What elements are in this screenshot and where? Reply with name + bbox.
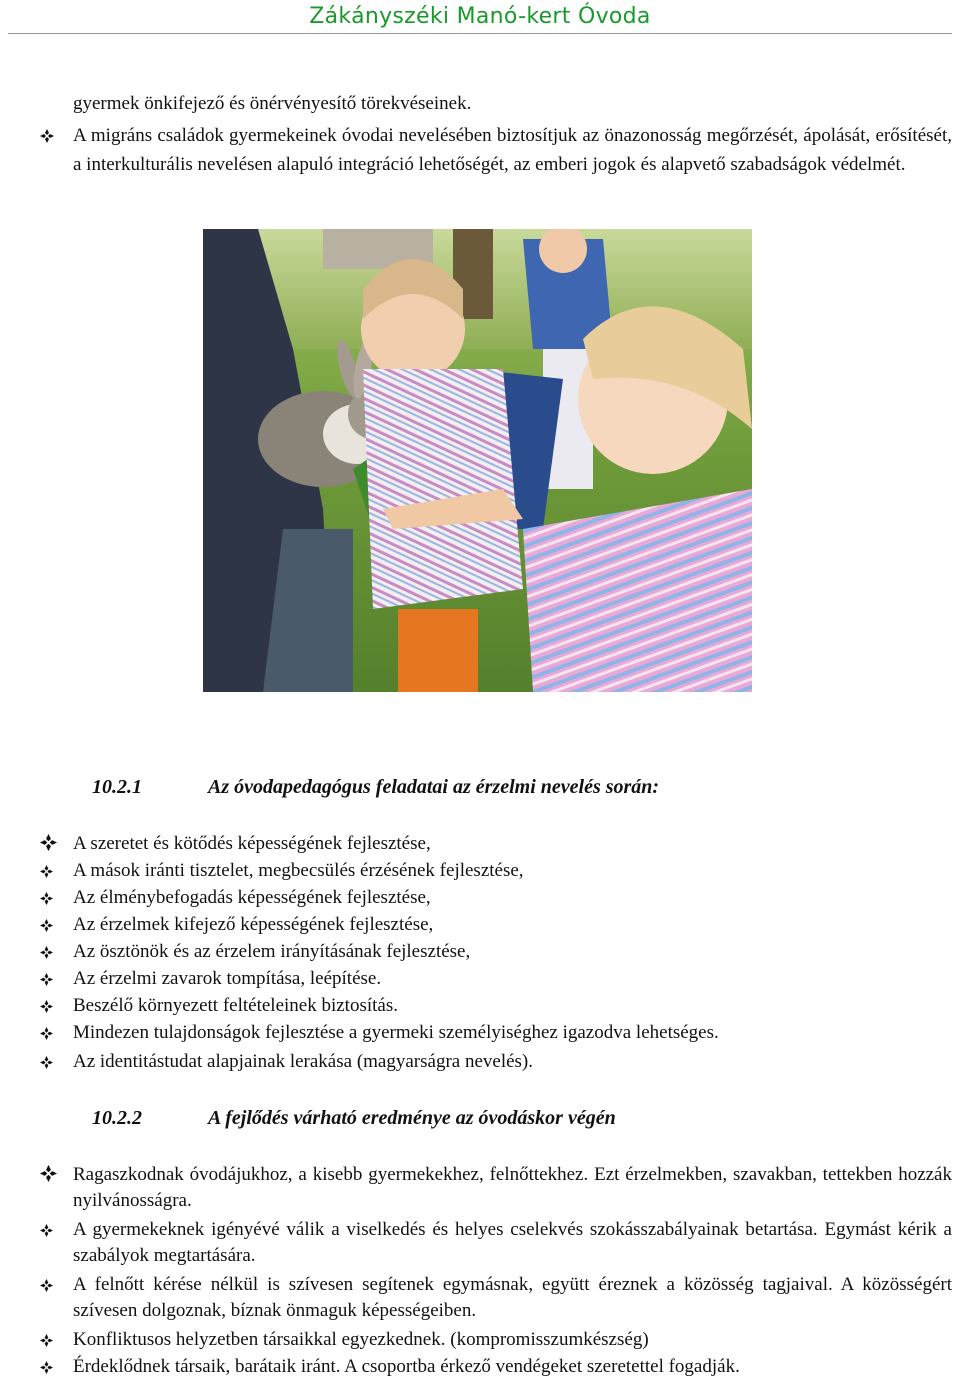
diamond-bullet-icon bbox=[40, 1162, 66, 1188]
list-item bbox=[40, 1020, 952, 1046]
section-heading-10-2-1 bbox=[92, 776, 659, 799]
list-item bbox=[40, 993, 952, 1019]
intro-continuation-text: gyermek önkifejező és önérvényesítő törekvéseinek. bbox=[73, 93, 472, 114]
list-item bbox=[40, 1327, 952, 1353]
list-item bbox=[40, 1162, 952, 1214]
list-item bbox=[40, 885, 952, 911]
diamond-bullet-icon bbox=[40, 858, 66, 884]
intro-bullet bbox=[40, 121, 952, 179]
section-title: Az óvodapedagógus feladatai az érzelmi nevelés során: bbox=[208, 776, 660, 798]
list-item-text: A mások iránti tisztelet, megbecsülés érzésének fejlesztése, bbox=[73, 860, 524, 881]
diamond-bullet-icon bbox=[40, 885, 66, 911]
diamond-bullet-icon bbox=[40, 1272, 66, 1298]
list-item-text: Beszélő környezett feltételeinek biztosítás. bbox=[73, 995, 398, 1016]
diamond-bullet-icon bbox=[40, 831, 66, 857]
list-item bbox=[40, 1049, 952, 1075]
photo-children-feeding-rabbit bbox=[203, 229, 752, 692]
intro-bullet-text: A migráns családok gyermekeinek óvodai nevelésében biztosítjuk az önazonosság megőrzését, ápolását, erősítését, a interkulturális nevelésen alapuló integráció lehetőségét, az emberi jogok és alapvető szabadságok védelmét. bbox=[73, 125, 952, 175]
list-item-text: Mindezen tulajdonságok fejlesztése a gyermeki személyiséghez igazodva lehetséges. bbox=[73, 1022, 719, 1043]
list-item bbox=[40, 831, 952, 857]
list-item bbox=[40, 912, 952, 938]
list-item-text: Konfliktusos helyzetben társaikkal egyezkednek. (kompromisszumkészség) bbox=[73, 1329, 649, 1350]
list-item-text: Az ösztönök és az érzelem irányításának fejlesztése, bbox=[73, 941, 471, 962]
diamond-bullet-icon bbox=[40, 912, 66, 938]
list-item-text: Érdeklődnek társaik, barátaik iránt. A csoportba érkező vendégeket szeretettel fogadják. bbox=[73, 1356, 740, 1377]
list-item bbox=[40, 1217, 952, 1269]
diamond-bullet-icon bbox=[40, 1354, 66, 1380]
diamond-bullet-icon bbox=[40, 121, 66, 150]
diamond-bullet-icon bbox=[40, 939, 66, 965]
section-heading-10-2-2 bbox=[92, 1107, 616, 1130]
list-item-text: Az érzelmek kifejező képességének fejlesztése, bbox=[73, 914, 434, 935]
section-title: A fejlődés várható eredménye az óvodáskor végén bbox=[208, 1107, 616, 1129]
list-item bbox=[40, 858, 952, 884]
list-item-text: Az identitástudat alapjainak lerakása (magyarságra nevelés). bbox=[73, 1051, 534, 1072]
diamond-bullet-icon bbox=[40, 1020, 66, 1046]
section-number: 10.2.2 bbox=[92, 1107, 142, 1129]
diamond-bullet-icon bbox=[40, 966, 66, 992]
intro-continuation bbox=[73, 89, 953, 118]
list-item-text: Az érzelmi zavarok tompítása, leépítése. bbox=[73, 968, 382, 989]
header-divider bbox=[8, 33, 952, 34]
header-title: Zákányszéki Manó-kert Óvoda bbox=[309, 4, 651, 29]
diamond-bullet-icon bbox=[40, 1049, 66, 1075]
diamond-bullet-icon bbox=[40, 993, 66, 1019]
list-item-text: A felnőtt kérése nélkül is szívesen segítenek egymásnak, együtt éreznek a közösség tagjaival. A közösségért szívesen dolgoznak, bíznak önmaguk képességeiben. bbox=[73, 1274, 952, 1321]
list-item bbox=[40, 1272, 952, 1324]
section-number: 10.2.1 bbox=[92, 776, 142, 798]
list-item bbox=[40, 939, 952, 965]
list-item bbox=[40, 966, 952, 992]
list-item-text: A szeretet és kötődés képességének fejlesztése, bbox=[73, 833, 431, 854]
list-item-text: Ragaszkodnak óvodájukhoz, a kisebb gyermekekhez, felnőttekhez. Ezt érzelmekben, szavakban, tettekben hozzák nyilvánosságra. bbox=[73, 1164, 952, 1211]
list-item bbox=[40, 1354, 952, 1380]
page-header bbox=[0, 0, 960, 36]
diamond-bullet-icon bbox=[40, 1217, 66, 1243]
list-item-text: Az élménybefogadás képességének fejlesztése, bbox=[73, 887, 431, 908]
diamond-bullet-icon bbox=[40, 1327, 66, 1353]
list-item-text: A gyermekeknek igényévé válik a viselkedés és helyes cselekvés szokásszabályainak betartása. Egymást kérik a szabályok megtartására. bbox=[73, 1219, 952, 1266]
